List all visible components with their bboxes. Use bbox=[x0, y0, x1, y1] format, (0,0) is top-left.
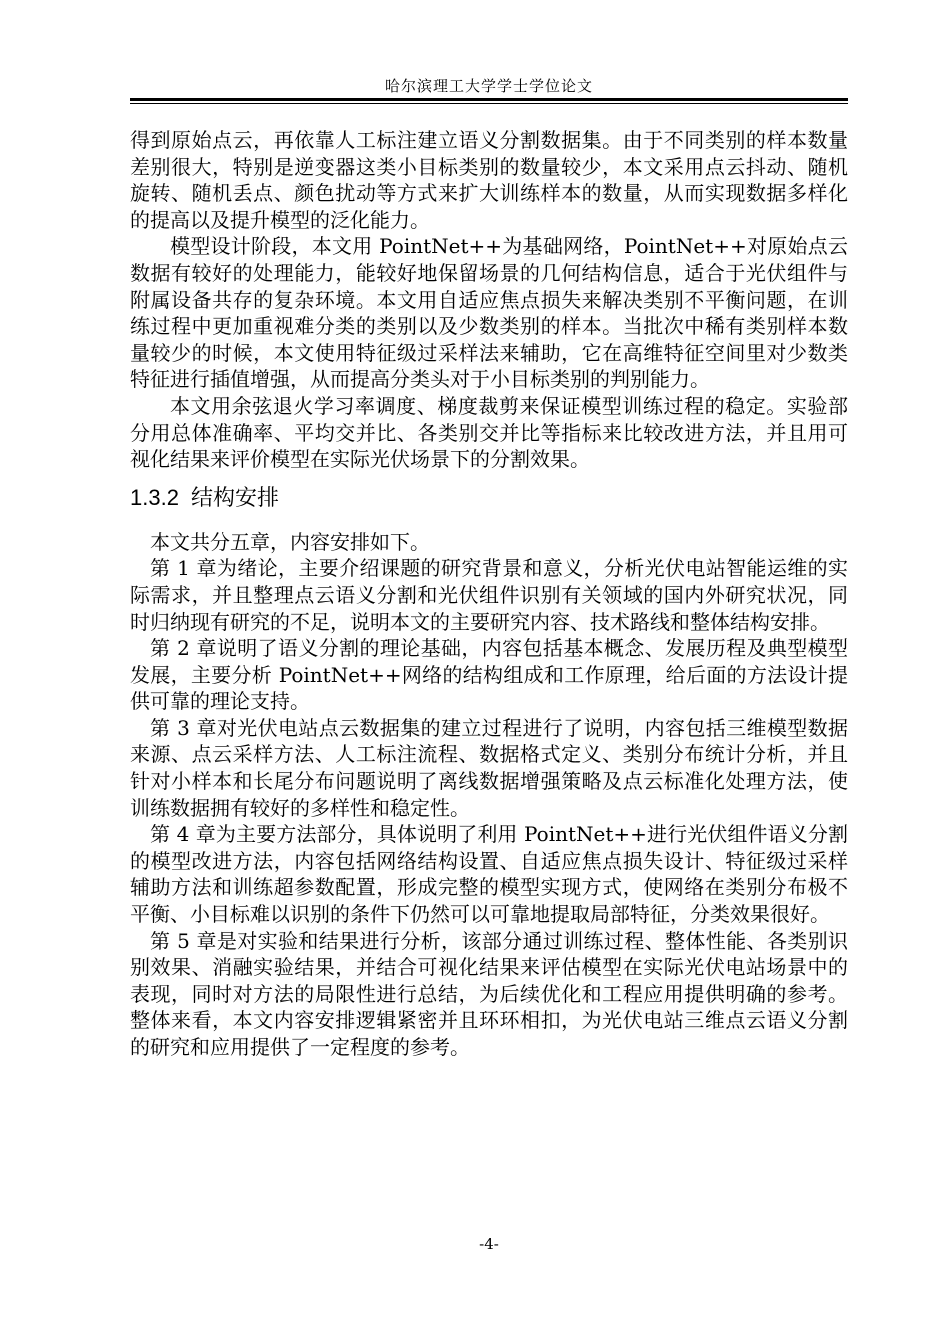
page-number: -4- bbox=[479, 1235, 499, 1253]
section-number: 1.3.2 bbox=[130, 484, 179, 510]
paragraph-chapter-4: 第 4 章为主要方法部分，具体说明了利用 PointNet++进行光伏组件语义分割的模型改进方法，内容包括网络结构设置、自适应焦点损失设计、特征级过采样辅助方法和训练超参数配置，形成完整的模型实现方式，使网络在类别分布极不平衡、小目标难以识别的条件下仍然可以可靠地提取局部特征，分类效果很好。 bbox=[130, 822, 848, 927]
paragraph-chapter-3: 第 3 章对光伏电站点云数据集的建立过程进行了说明，内容包括三维模型数据来源、点云采样方法、人工标注流程、数据格式定义、类别分布统计分析，并且针对小样本和长尾分布问题说明了离线数据增强策略及点云标准化处理方法，使训练数据拥有较好的多样性和稳定性。 bbox=[130, 715, 848, 820]
paragraph-chapter-1: 第 1 章为绪论，主要介绍课题的研究背景和意义，分析光伏电站智能运维的实际需求，并且整理点云语义分割和光伏组件识别有关领域的国内外研究状况，同时归纳现有研究的不足，说明本文的主要研究内容、技术路线和整体结构安排。 bbox=[130, 556, 848, 634]
paragraph-structure-intro: 本文共分五章，内容安排如下。 bbox=[150, 529, 430, 554]
section-heading bbox=[130, 483, 848, 513]
header-rule-thick bbox=[130, 98, 848, 101]
page-body bbox=[130, 127, 848, 1061]
section-title-text: 结构安排 bbox=[190, 484, 279, 510]
paragraph-continuation: 得到原始点云，再依靠人工标注建立语义分割数据集。由于不同类别的样本数量差别很大，特别是逆变器这类小目标类别的数量较少，本文采用点云抖动、随机旋转、随机丢点、颜色扰动等方式来扩大训练样本的数量，从而实现数据多样化的提高以及提升模型的泛化能力。 bbox=[130, 128, 848, 232]
paragraph-training-evaluation: 本文用余弦退火学习率调度、梯度裁剪来保证模型训练过程的稳定。实验部分用总体准确率、平均交并比、各类别交并比等指标来比较改进方法，并且用可视化结果来评价模型在实际光伏场景下的分割效果。 bbox=[130, 393, 848, 472]
paragraph-model-design: 模型设计阶段，本文用 PointNet++为基础网络，PointNet++对原始点云数据有较好的处理能力，能较好地保留场景的几何结构信息，适合于光伏组件与附属设备共存的复杂环境。本文用自适应焦点损失来解决类别不平衡问题，在训练过程中更加重视难分类的类别以及少数类别的样本。当批次中稀有类别样本数量较少的时候，本文使用特征级过采样法来辅助，它在高维特征空间里对少数类特征进行插值增强，从而提高分类头对于小目标类别的判别能力。 bbox=[130, 234, 848, 392]
paragraph-chapter-2: 第 2 章说明了语义分割的理论基础，内容包括基本概念、发展历程及典型模型发展，主要分析 PointNet++网络的结构组成和工作原理，给后面的方法设计提供可靠的理论支持。 bbox=[130, 636, 848, 714]
running-header: 哈尔滨理工大学学士学位论文 bbox=[384, 77, 593, 95]
paragraph-chapter-5: 第 5 章是对实验和结果进行分析，该部分通过训练过程、整体性能、各类别识别效果、消融实验结果，并结合可视化结果来评估模型在实际光伏电站场景中的表现，同时对方法的局限性进行总结，为后续优化和工程应用提供明确的参考。整体来看，本文内容安排逻辑紧密并且环环相扣，为光伏电站三维点云语义分割的研究和应用提供了一定程度的参考。 bbox=[130, 928, 848, 1059]
header-rule-thin bbox=[130, 103, 848, 104]
